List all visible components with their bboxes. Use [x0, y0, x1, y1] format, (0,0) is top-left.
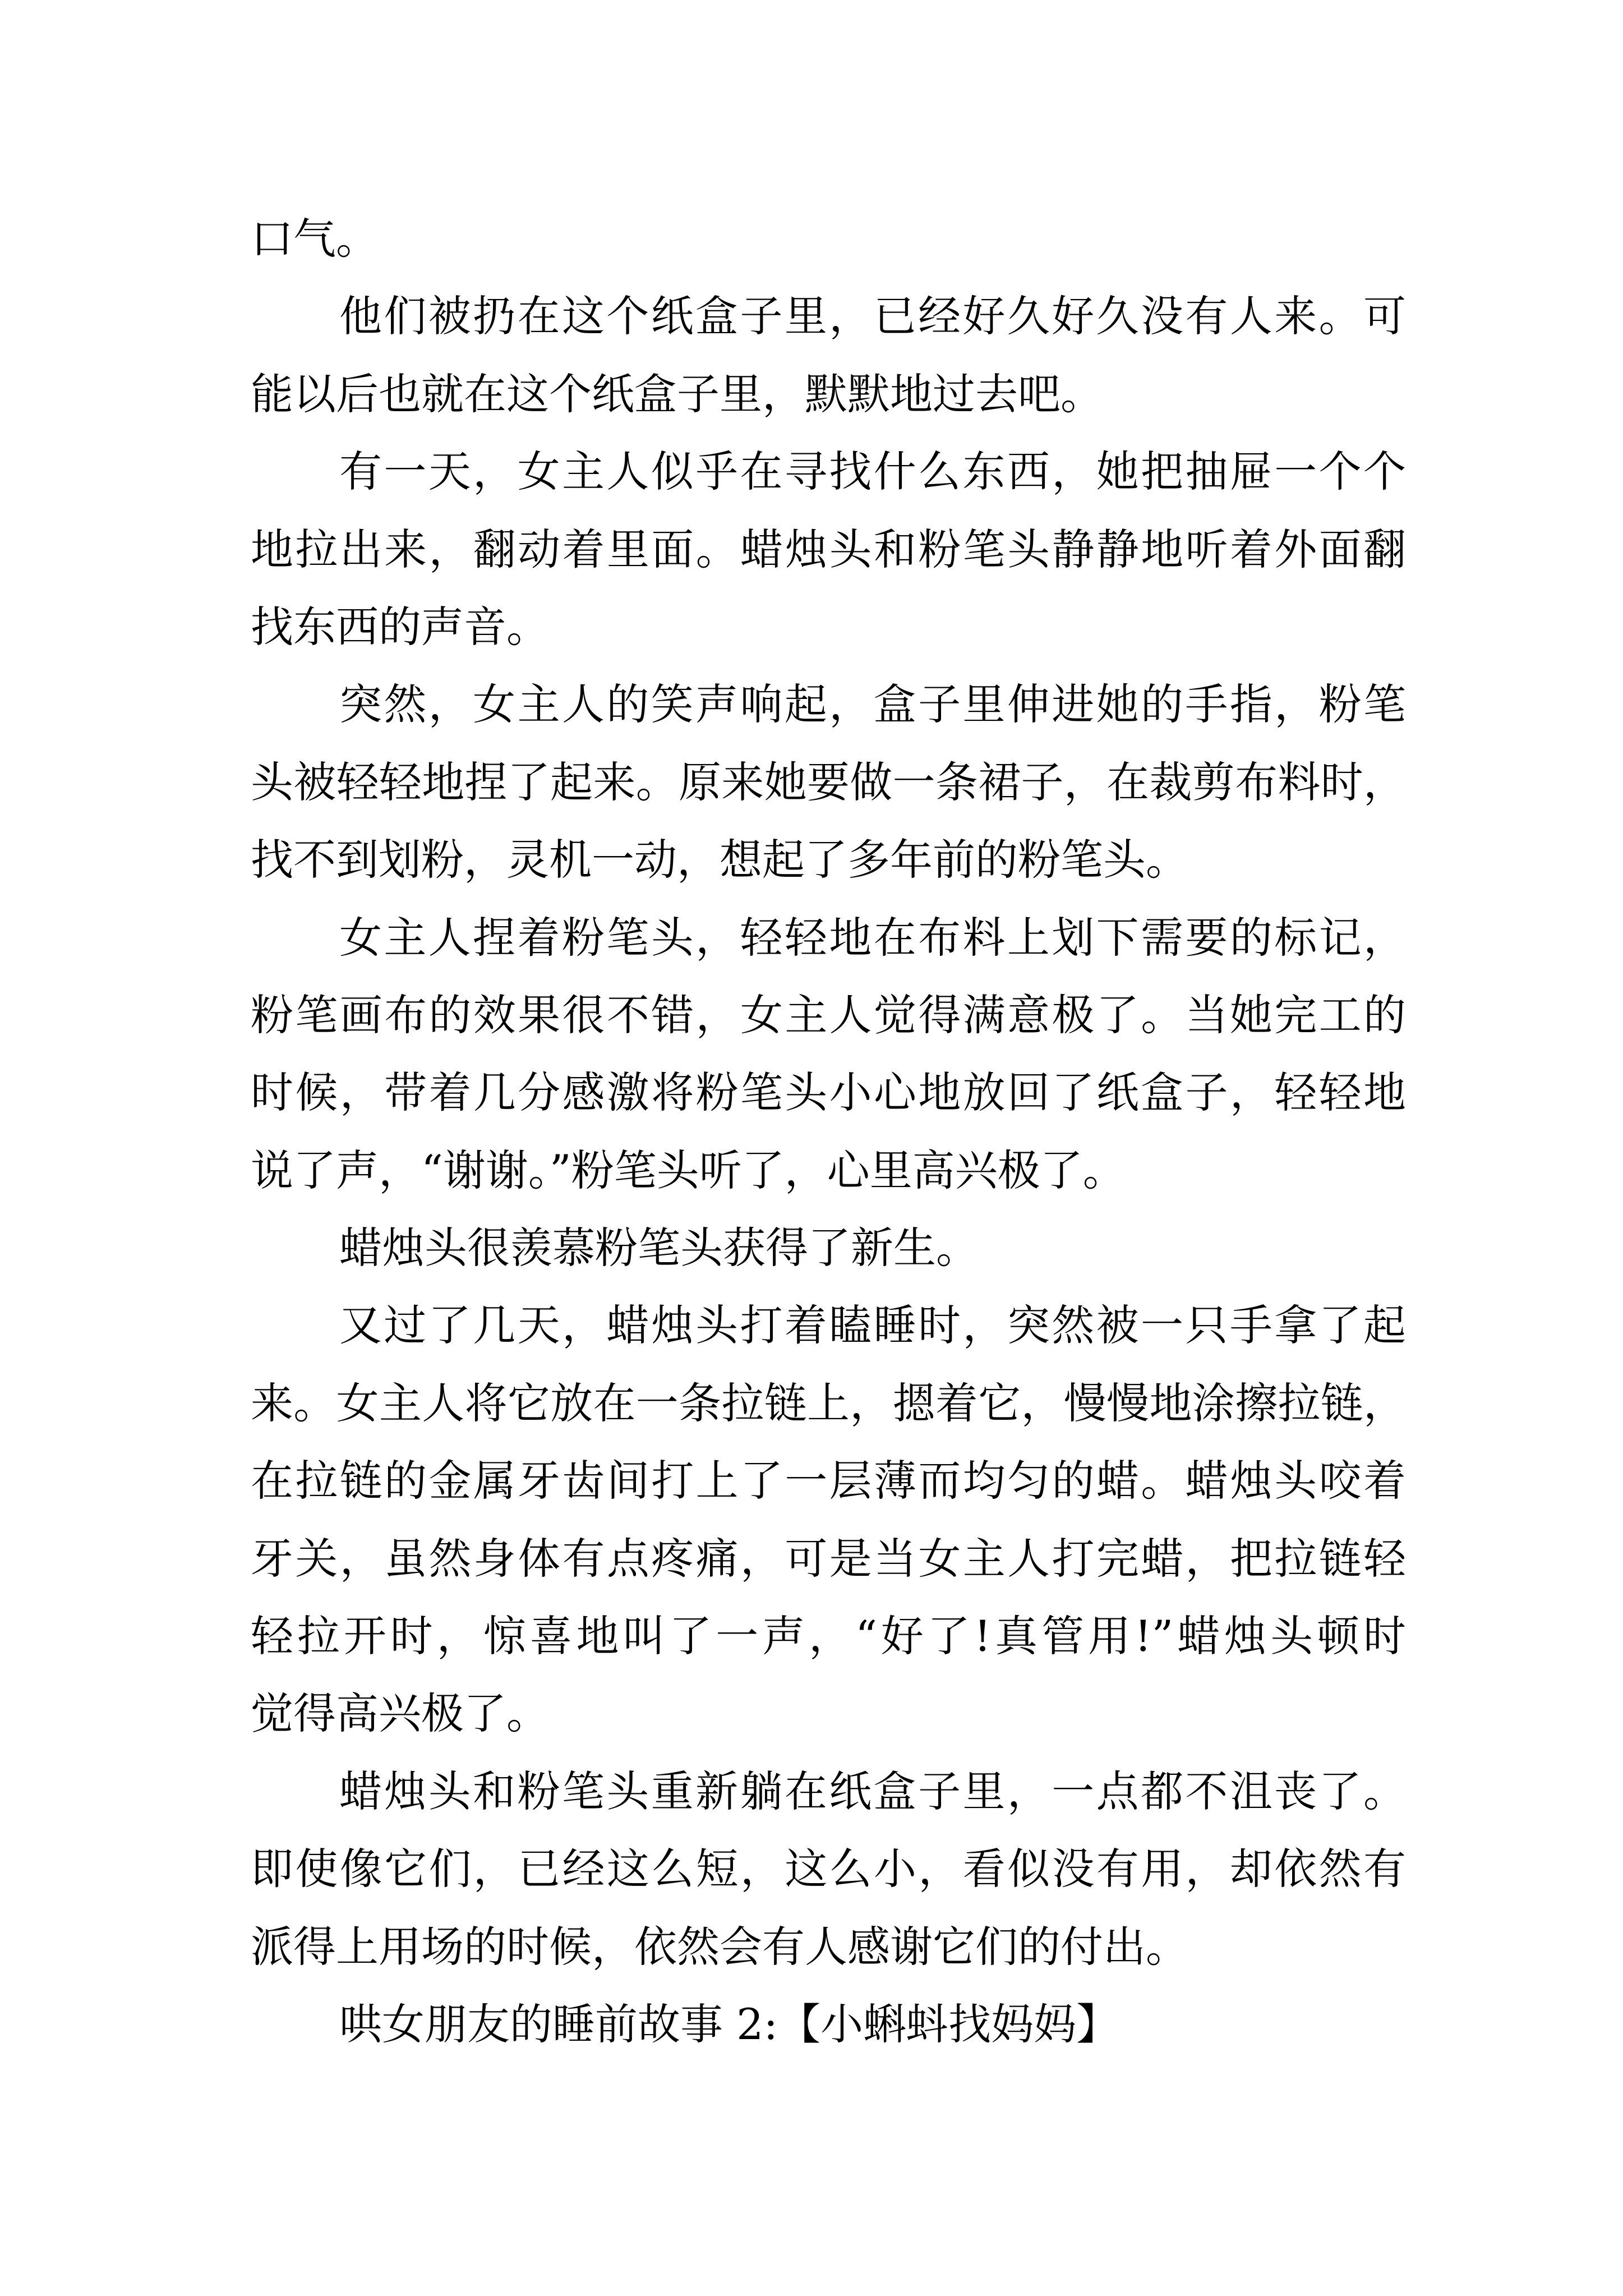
paragraph — [251, 1287, 1406, 1752]
text-line: 说了声，“谢谢。”粉笔头听了，心里高兴极了。 — [251, 1145, 1126, 1195]
text-line: 头被轻轻地捏了起来。原来她要做一条裙子，在裁剪布料时， — [251, 757, 1406, 807]
text-line: 来。女主人将它放在一条拉链上，摁着它，慢慢地涂擦拉链， — [251, 1378, 1406, 1428]
text-line: 哄女朋友的睡前故事 2:【小蝌蚪找妈妈】 — [339, 1999, 1119, 2049]
text-line: 牙关，虽然身体有点疼痛，可是当女主人打完蜡，把拉链轻 — [251, 1533, 1406, 1584]
paragraph — [251, 1753, 1406, 1986]
paragraph — [251, 666, 1406, 899]
text-line: 又过了几天，蜡烛头打着瞌睡时，突然被一只手拿了起 — [339, 1300, 1406, 1351]
text-line: 找东西的声音。 — [251, 601, 549, 652]
text-line: 有一天，女主人似乎在寻找什么东西，她把抽屉一个个 — [339, 447, 1406, 497]
paragraph — [251, 1209, 1406, 1287]
text-line: 能以后也就在这个纸盒子里，默默地过去吧。 — [251, 369, 1103, 419]
text-line: 时候，带着几分感激将粉笔头小心地放回了纸盒子，轻轻地 — [251, 1068, 1406, 1118]
section-heading — [251, 1986, 1406, 2063]
text-line: 粉笔画布的效果很不错，女主人觉得满意极了。当她完工的 — [251, 990, 1406, 1040]
text-line: 突然，女主人的笑声响起，盒子里伸进她的手指，粉笔 — [339, 679, 1406, 730]
text-line: 蜡烛头很羡慕粉笔头获得了新生。 — [339, 1223, 979, 1273]
paragraph — [251, 200, 1406, 278]
text-line: 找不到划粉，灵机一动，想起了多年前的粉笔头。 — [251, 835, 1188, 885]
text-line: 轻拉开时，惊喜地叫了一声，“好了!真管用!”蜡烛头顿时 — [251, 1611, 1406, 1662]
text-line: 女主人捏着粉笔头，轻轻地在布料上划下需要的标记， — [339, 912, 1406, 963]
text-line: 口气。 — [251, 214, 379, 264]
text-line: 觉得高兴极了。 — [251, 1688, 549, 1739]
text-line: 即使像它们，已经这么短，这么小，看似没有用，却依然有 — [251, 1844, 1406, 1894]
text-line: 派得上用场的时候，依然会有人感谢它们的付出。 — [251, 1921, 1188, 1972]
text-line: 他们被扔在这个纸盒子里，已经好久好久没有人来。可 — [339, 291, 1406, 342]
text-line: 在拉链的金属牙齿间打上了一层薄而均匀的蜡。蜡烛头咬着 — [251, 1456, 1406, 1506]
body-text — [251, 200, 1406, 2063]
text-line: 蜡烛头和粉笔头重新躺在纸盒子里，一点都不沮丧了。 — [339, 1766, 1406, 1816]
paragraph — [251, 278, 1406, 433]
paragraph — [251, 899, 1406, 1210]
text-line: 地拉出来，翻动着里面。蜡烛头和粉笔头静静地听着外面翻 — [251, 524, 1406, 574]
paragraph — [251, 433, 1406, 666]
